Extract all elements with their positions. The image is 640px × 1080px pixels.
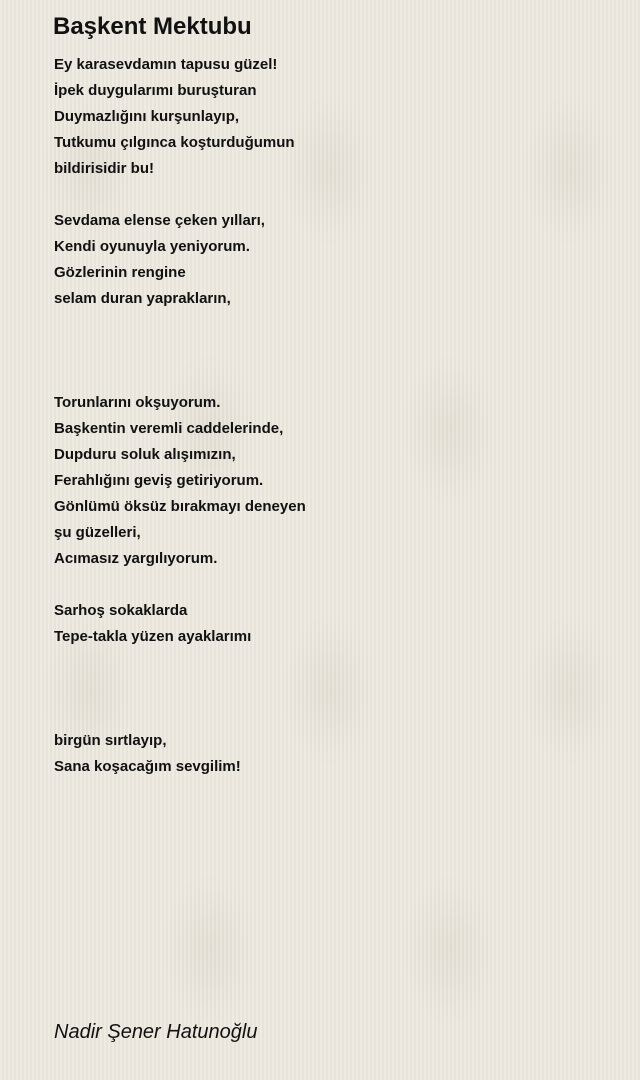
poem-body (54, 52, 614, 780)
poem-author: Nadir Şener Hatunoğlu (54, 1021, 258, 1043)
poem-line: Gözlerinin rengine (54, 264, 186, 281)
poem-title: Başkent Mektubu (53, 13, 252, 40)
poem-line: Sana koşacağım sevgilim! (54, 758, 241, 775)
stanza-4 (54, 598, 614, 650)
poem-line: Tutkumu çılgınca koşturduğumun (54, 134, 295, 151)
stanza-gap (54, 182, 614, 208)
stanza-2 (54, 208, 614, 312)
stanza-gap (54, 312, 614, 390)
poem-line: Kendi oyunuyla yeniyorum. (54, 238, 250, 255)
poem-line: selam duran yaprakların, (54, 290, 231, 307)
poem-line: Duymazlığını kurşunlayıp, (54, 108, 240, 125)
poem-line: bildirisidir bu! (54, 160, 154, 177)
poem-line: Ferahlığını geviş getiriyorum. (54, 472, 264, 489)
poem-line: Torunlarını okşuyorum. (54, 394, 221, 411)
poem-line: birgün sırtlayıp, (54, 732, 167, 749)
poem-line: Dupduru soluk alışımızın, (54, 446, 236, 463)
stanza-5 (54, 728, 614, 780)
poem-line: İpek duygularımı buruşturan (54, 82, 257, 99)
stanza-3 (54, 390, 614, 572)
poem-line: Gönlümü öksüz bırakmayı deneyen (54, 498, 306, 515)
poem-line: Acımasız yargılıyorum. (54, 550, 218, 567)
poem-line: Tepe-takla yüzen ayaklarımı (54, 628, 252, 645)
poem-line: şu güzelleri, (54, 524, 141, 541)
stanza-gap (54, 650, 614, 728)
stanza-gap (54, 572, 614, 598)
poem-line: Ey karasevdamın tapusu güzel! (54, 56, 278, 73)
poem-line: Başkentin veremli caddelerinde, (54, 420, 284, 437)
stanza-1 (54, 52, 614, 182)
poem-line: Sarhoş sokaklarda (54, 602, 188, 619)
poem-line: Sevdama elense çeken yılları, (54, 212, 265, 229)
